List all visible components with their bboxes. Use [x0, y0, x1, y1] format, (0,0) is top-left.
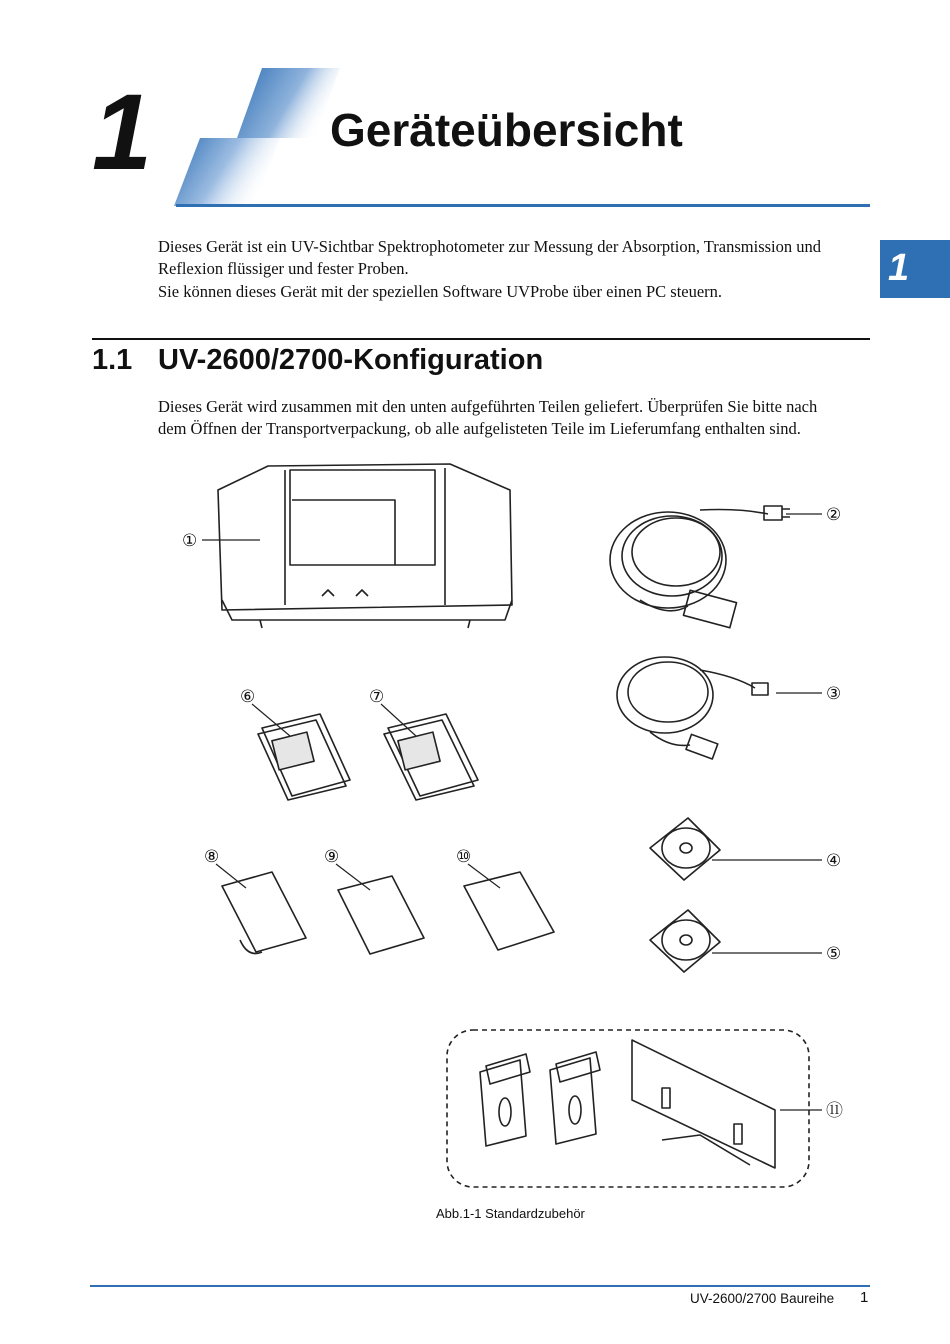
chapter-title: Geräteübersicht	[330, 104, 683, 156]
booklet-9	[338, 876, 424, 954]
footer-rule	[90, 1285, 870, 1287]
spectrophotometer-illustration	[218, 464, 512, 628]
holder-bracket-2	[550, 1052, 600, 1144]
callout-2: ②	[826, 505, 842, 525]
callout-6: ⑥	[240, 687, 256, 707]
page-number: 1	[860, 1289, 869, 1306]
callout-10: ⑩	[456, 847, 472, 867]
section-number: 1.1	[92, 344, 133, 376]
accessory-group-outline	[447, 1030, 809, 1187]
intro-line-3: Sie können dieses Gerät mit der speziellen Software UVProbe über einen PC steuern.	[158, 282, 723, 301]
intro-line-1: Dieses Gerät ist ein UV-Sichtbar Spektrophotometer zur Messung der Absorption, Transmission und	[158, 237, 821, 256]
cd-illustration-1	[650, 818, 720, 880]
callout-9: ⑨	[324, 847, 340, 867]
figure-caption: Abb.1-1 Standardzubehör	[436, 1206, 585, 1221]
callout-8: ⑧	[204, 847, 220, 867]
callout-5: ⑤	[826, 944, 842, 964]
intro-line-2: Reflexion flüssiger und fester Proben.	[158, 259, 409, 278]
section-title: UV-2600/2700-Konfiguration	[158, 344, 544, 376]
side-tab-label: 1	[888, 247, 910, 289]
booklet-8	[222, 872, 306, 954]
callout-4: ④	[826, 851, 842, 871]
callout-11: ⑪	[826, 1101, 843, 1121]
booklet-10	[464, 872, 554, 950]
footer-series: UV-2600/2700 Baureihe	[690, 1291, 835, 1306]
callout-3: ③	[826, 684, 842, 704]
chapter-number: 1	[92, 71, 153, 192]
section-body-line-2: dem Öffnen der Transportverpackung, ob alle aufgelisteten Teile im Lieferumfang enthalten sind.	[158, 419, 801, 438]
callout-7: ⑦	[369, 687, 385, 707]
callout-1: ①	[182, 531, 198, 551]
cd-illustration-2	[650, 910, 720, 972]
holder-bracket-1	[480, 1054, 530, 1146]
leader-8	[216, 864, 246, 888]
manual-with-sleeve-7	[384, 714, 478, 800]
mask-plate	[632, 1040, 775, 1168]
manual-with-sleeve-6	[258, 714, 350, 800]
section-body-line-1: Dieses Gerät wird zusammen mit den unten aufgeführten Teilen geliefert. Überprüfen Sie bitte nach	[158, 397, 818, 416]
power-cable-illustration	[610, 506, 790, 628]
usb-cable-illustration	[617, 657, 768, 759]
